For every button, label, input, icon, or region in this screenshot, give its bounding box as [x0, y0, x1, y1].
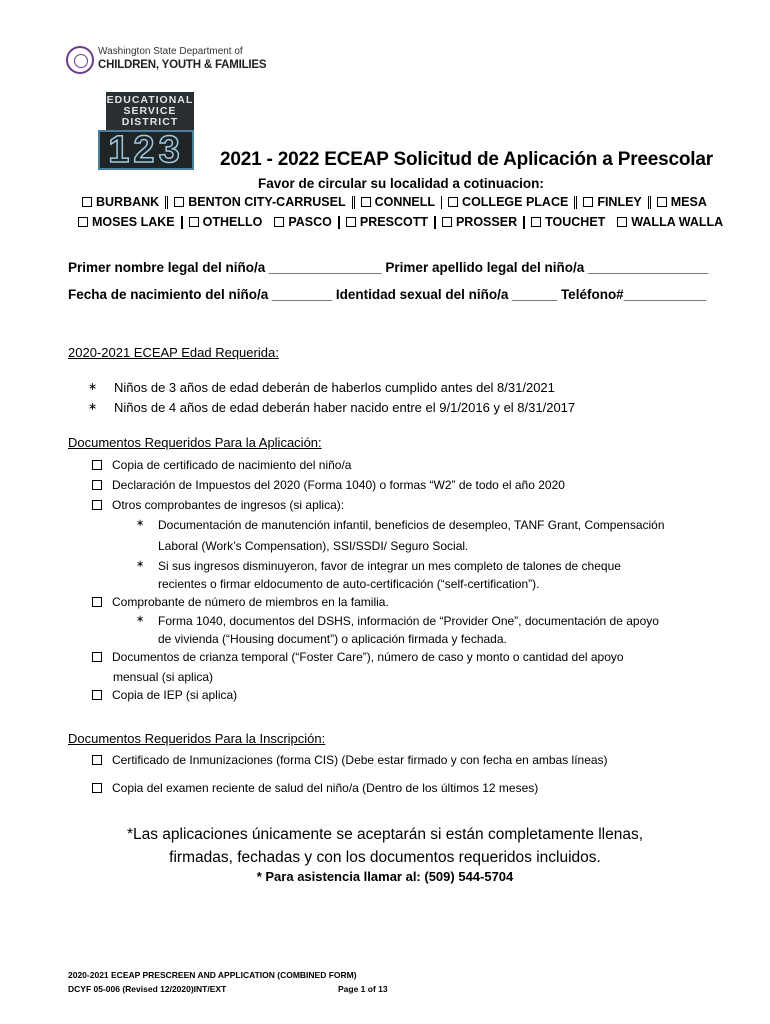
app-doc-subitem [136, 518, 665, 532]
esd-word-3: DISTRICT [121, 116, 179, 128]
location-label: FINLEY [597, 195, 642, 209]
notice-line-2: firmadas, fechadas y con los documentos requeridos incluidos. [169, 849, 601, 866]
location-label: BENTON CITY-CARRUSEL [188, 195, 346, 209]
notice-line-1: *Las aplicaciones únicamente se aceptarán si están completamente llenas, [126, 826, 644, 843]
location-label: WALLA WALLA [631, 215, 724, 229]
app-doc-label: Copia de IEP (si aplica) [112, 688, 238, 702]
checkbox-icon[interactable] [92, 480, 102, 490]
location-label: MOSES LAKE [92, 215, 175, 229]
agency-line2: CHILDREN, YOUTH & FAMILIES [98, 59, 267, 71]
separator [181, 216, 183, 229]
assistance-phone: * Para asistencia llamar al: (509) 544-5704 [256, 869, 514, 884]
enroll-doc-label: Copia del examen reciente de salud del niño/a (Dentro de los últimos 12 meses) [112, 781, 539, 795]
agency-line1: Washington State Department of [98, 46, 243, 57]
checkbox-icon[interactable] [174, 197, 184, 207]
esd-words [106, 92, 194, 132]
app-doc-label: Documentos de crianza temporal (“Foster Care”), número de caso y monto o cantidad del apoyo [112, 650, 624, 664]
checkbox-icon[interactable] [531, 217, 541, 227]
asterisk-icon: ∗ [88, 401, 98, 413]
asterisk-icon: ∗ [136, 559, 145, 570]
app-doc-subitem-cont: recientes o firmar eldocumento de auto-certificación (“self-certification”). [158, 577, 540, 591]
locations-row-2 [78, 215, 724, 229]
app-doc-sublabel: Forma 1040, documentos del DSHS, información de “Provider One”, documentación de apoyo [158, 614, 659, 628]
page-title: 2021 - 2022 ECEAP Solicitud de Aplicación a Preescolar [220, 149, 713, 170]
checkbox-icon[interactable] [189, 217, 199, 227]
separator [338, 216, 340, 229]
location-option[interactable] [583, 195, 641, 209]
age-bullet-text: Niños de 3 años de edad deberán de haberlos cumplido antes del 8/31/2021 [114, 380, 555, 395]
separator [523, 216, 525, 229]
asterisk-icon: ∗ [88, 381, 98, 393]
asterisk-icon: ∗ [136, 518, 145, 529]
location-label: BURBANK [96, 195, 160, 209]
app-doc-item [92, 688, 237, 702]
checkbox-icon[interactable] [92, 690, 102, 700]
location-label: CONNELL [374, 195, 436, 209]
checkbox-icon[interactable] [657, 197, 667, 207]
checkbox-icon[interactable] [448, 197, 458, 207]
esd-123-logo [98, 92, 194, 170]
checkbox-icon[interactable] [92, 652, 102, 662]
app-doc-subitem [136, 614, 659, 628]
app-doc-label: Declaración de Impuestos del 2020 (Forma 1040) o formas “W2” de todo el año 2020 [112, 478, 565, 492]
checkbox-icon[interactable] [78, 217, 88, 227]
checkbox-icon[interactable] [442, 217, 452, 227]
location-option[interactable] [78, 215, 175, 229]
page-subtitle: Favor de circular su localidad a cotinuacion: [258, 176, 544, 191]
app-doc-sublabel: Si sus ingresos disminuyeron, favor de integrar un mes completo de talones de cheque [158, 559, 621, 573]
footer-page-number: Page 1 of 13 [338, 984, 388, 994]
age-bullet [88, 400, 575, 415]
child-name-field[interactable]: Primer nombre legal del niño/a _______________ Primer apellido legal del niño/a ________________ [68, 260, 709, 275]
app-doc-item [92, 498, 344, 512]
location-label: OTHELLO [202, 215, 263, 229]
app-doc-subitem-cont: Laboral (Work’s Compensation), SSI/SSDI/ Seguro Social. [158, 539, 469, 553]
app-doc-label: Copia de certificado de nacimiento del niño/a [112, 458, 352, 472]
app-doc-item [92, 650, 624, 664]
location-option[interactable] [442, 215, 517, 229]
checkbox-icon[interactable] [274, 217, 284, 227]
child-dob-field[interactable]: Fecha de nacimiento del niño/a ________ Identidad sexual del niño/a ______ Teléfono#___________ [68, 287, 707, 302]
location-label: COLLEGE PLACE [462, 195, 569, 209]
footer-form-title: 2020-2021 ECEAP PRESCREEN AND APPLICATION (COMBINED FORM) [68, 970, 357, 980]
checkbox-icon[interactable] [617, 217, 627, 227]
checkbox-icon[interactable] [346, 217, 356, 227]
state-seal-icon [66, 46, 94, 74]
app-doc-sublabel: Documentación de manutención infantil, beneficios de desempleo, TANF Grant, Compensación [158, 518, 665, 532]
age-section-heading: 2020-2021 ECEAP Edad Requerida: [68, 345, 279, 360]
age-bullet-text: Niños de 4 años de edad deberán haber nacido entre el 9/1/2016 y el 8/31/2017 [114, 400, 576, 415]
app-doc-item [92, 478, 565, 492]
age-bullet [88, 380, 555, 395]
checkbox-icon[interactable] [82, 197, 92, 207]
location-label: MESA [670, 195, 707, 209]
app-doc-item [92, 458, 351, 472]
location-option[interactable] [448, 195, 568, 209]
location-option[interactable] [274, 215, 332, 229]
separator [441, 196, 442, 209]
checkbox-icon[interactable] [92, 460, 102, 470]
esd-number: 123 [98, 130, 194, 170]
location-option[interactable] [346, 215, 428, 229]
checkbox-icon[interactable] [92, 597, 102, 607]
app-doc-label: Otros comprobantes de ingresos (si aplica): [112, 498, 345, 512]
esd-word-1: EDUCATIONAL [106, 94, 194, 106]
location-label: PRESCOTT [359, 215, 428, 229]
checkbox-icon[interactable] [583, 197, 593, 207]
checkbox-icon[interactable] [92, 755, 102, 765]
location-option[interactable] [189, 215, 263, 229]
checkbox-icon[interactable] [92, 500, 102, 510]
separator [165, 196, 168, 209]
checkbox-icon[interactable] [361, 197, 371, 207]
app-doc-item-cont: mensual (si aplica) [113, 670, 214, 684]
asterisk-icon: ∗ [136, 614, 145, 625]
location-label: PASCO [288, 215, 332, 229]
enroll-doc-label: Certificado de Inmunizaciones (forma CIS) (Debe estar firmado y con fecha en ambas líneas) [112, 753, 608, 767]
dcyf-logo [66, 44, 267, 78]
location-label: PROSSER [455, 215, 518, 229]
location-option[interactable] [174, 195, 345, 209]
separator [648, 196, 651, 209]
enroll-docs-heading: Documentos Requeridos Para la Inscripción: [68, 731, 326, 746]
checkbox-icon[interactable] [92, 783, 102, 793]
app-doc-subitem [136, 559, 621, 573]
footer-form-number: DCYF 05-006 (Revised 12/2020)INT/EXT [68, 984, 227, 994]
location-option[interactable] [531, 215, 605, 229]
app-doc-item [92, 595, 389, 609]
separator [434, 216, 436, 229]
enroll-doc-item [92, 781, 538, 795]
esd-word-2: SERVICE [123, 105, 177, 117]
app-doc-subitem-cont: de vivienda (“Housing document”) o aplicación firmada y fechada. [158, 632, 507, 646]
location-option[interactable] [82, 195, 159, 209]
location-label: TOUCHET [545, 215, 606, 229]
locations-row-1 [82, 195, 722, 209]
separator [574, 196, 577, 209]
app-doc-label: Comprobante de número de miembros en la familia. [112, 595, 389, 609]
separator [352, 196, 355, 209]
location-option[interactable] [361, 195, 435, 209]
location-option[interactable] [617, 215, 723, 229]
location-option[interactable] [657, 195, 707, 209]
enroll-doc-item [92, 753, 608, 767]
app-docs-heading: Documentos Requeridos Para la Aplicación: [68, 435, 322, 450]
